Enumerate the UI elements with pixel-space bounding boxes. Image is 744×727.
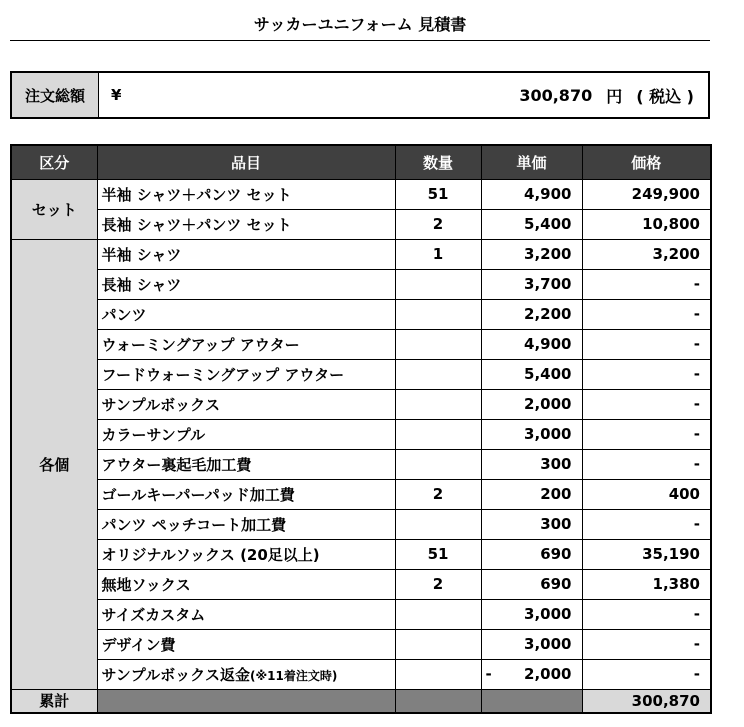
table-header-row bbox=[11, 145, 711, 179]
quantity-cell[interactable]: 2 bbox=[395, 569, 481, 599]
unit-price: 2,000 bbox=[524, 395, 572, 413]
minus-sign: - bbox=[485, 665, 492, 683]
unit-price: 5,400 bbox=[524, 365, 572, 383]
price-cell[interactable]: - bbox=[582, 509, 711, 539]
quantity-cell[interactable]: 1 bbox=[395, 239, 481, 269]
table-row bbox=[11, 209, 711, 239]
tax-note: ( 税込 ) bbox=[636, 86, 694, 106]
table-row bbox=[11, 629, 711, 659]
unit-price-cell[interactable] bbox=[481, 359, 582, 389]
table-row bbox=[11, 239, 711, 269]
item-name: カラーサンプル bbox=[101, 425, 206, 444]
header-quantity: 数量 bbox=[395, 145, 481, 179]
price-cell[interactable]: - bbox=[582, 299, 711, 329]
price-cell[interactable]: 10,800 bbox=[582, 209, 711, 239]
table-row bbox=[11, 569, 711, 599]
table-row bbox=[11, 539, 711, 569]
quantity-cell[interactable] bbox=[395, 269, 481, 299]
quantity-cell[interactable] bbox=[395, 419, 481, 449]
unit-price: 200 bbox=[540, 485, 572, 503]
table-row bbox=[11, 179, 711, 209]
table-row bbox=[11, 299, 711, 329]
price-cell[interactable]: 249,900 bbox=[582, 179, 711, 209]
yen-symbol: ¥ bbox=[111, 86, 122, 104]
quantity-cell[interactable]: 2 bbox=[395, 479, 481, 509]
unit-price-cell[interactable] bbox=[481, 389, 582, 419]
unit-price-cell[interactable] bbox=[481, 329, 582, 359]
quantity-cell[interactable] bbox=[395, 629, 481, 659]
price-cell[interactable]: - bbox=[582, 269, 711, 299]
price-cell[interactable]: - bbox=[582, 629, 711, 659]
unit-price-cell[interactable] bbox=[481, 269, 582, 299]
unit-price-cell[interactable] bbox=[481, 629, 582, 659]
item-name-cell[interactable] bbox=[97, 659, 395, 689]
unit-price-cell[interactable] bbox=[481, 479, 582, 509]
category-individual: 各個 bbox=[11, 239, 97, 689]
unit-price: 300 bbox=[540, 515, 572, 533]
unit-price-cell[interactable] bbox=[481, 299, 582, 329]
table-row bbox=[11, 479, 711, 509]
table-row bbox=[11, 419, 711, 449]
negative-value bbox=[482, 665, 572, 683]
price-cell[interactable]: - bbox=[582, 659, 711, 689]
item-name: パンツ bbox=[101, 305, 147, 324]
unit-price-cell[interactable] bbox=[481, 599, 582, 629]
item-name: 半袖 シャツ＋パンツ セット bbox=[101, 185, 292, 204]
unit-price: 4,900 bbox=[524, 185, 572, 203]
item-note: (※11着注文時) bbox=[250, 668, 338, 683]
price-cell[interactable]: - bbox=[582, 419, 711, 449]
unit-price: 3,000 bbox=[524, 635, 572, 653]
item-name: 無地ソックス bbox=[101, 575, 191, 594]
table-row bbox=[11, 329, 711, 359]
item-name-cell[interactable] bbox=[97, 599, 395, 629]
price-cell[interactable]: - bbox=[582, 389, 711, 419]
order-total-label: 注文総額 bbox=[12, 73, 99, 117]
quantity-cell[interactable] bbox=[395, 449, 481, 479]
item-name-cell[interactable] bbox=[97, 629, 395, 659]
item-name: 長袖 シャツ＋パンツ セット bbox=[101, 215, 292, 234]
price-cell[interactable]: 3,200 bbox=[582, 239, 711, 269]
quantity-cell[interactable] bbox=[395, 389, 481, 419]
unit-price: 2,000 bbox=[524, 665, 572, 683]
item-name-cell[interactable] bbox=[97, 209, 395, 239]
quantity-cell[interactable] bbox=[395, 659, 481, 689]
quantity-cell[interactable]: 2 bbox=[395, 209, 481, 239]
unit-price-cell[interactable] bbox=[481, 239, 582, 269]
unit-price: 3,000 bbox=[524, 605, 572, 623]
item-name-cell[interactable] bbox=[97, 389, 395, 419]
total-row-blank bbox=[97, 689, 395, 713]
page-title: サッカーユニフォーム 見積書 bbox=[253, 15, 467, 34]
item-name-cell[interactable] bbox=[97, 479, 395, 509]
unit-price: 3,200 bbox=[524, 245, 572, 263]
item-name: パンツ ペッチコート加工費 bbox=[101, 515, 287, 534]
title-divider bbox=[10, 40, 710, 41]
item-name-cell[interactable] bbox=[97, 419, 395, 449]
price-cell[interactable]: 1,380 bbox=[582, 569, 711, 599]
item-name: サンプルボックス返金 bbox=[101, 665, 251, 684]
item-name-cell[interactable] bbox=[97, 569, 395, 599]
item-name-cell[interactable] bbox=[97, 449, 395, 479]
price-cell[interactable]: 35,190 bbox=[582, 539, 711, 569]
category-set: セット bbox=[11, 179, 97, 239]
currency-unit: 円 bbox=[606, 86, 623, 106]
estimate-table bbox=[10, 144, 712, 714]
item-name-cell[interactable] bbox=[97, 269, 395, 299]
order-total-value bbox=[151, 73, 708, 117]
unit-price-cell[interactable] bbox=[481, 659, 582, 689]
quantity-cell[interactable] bbox=[395, 509, 481, 539]
order-total-amount: 300,870 bbox=[519, 85, 593, 105]
price-cell[interactable]: 400 bbox=[582, 479, 711, 509]
quantity-cell[interactable]: 51 bbox=[395, 179, 481, 209]
table-row bbox=[11, 449, 711, 479]
item-name: ゴールキーパーパッド加工費 bbox=[101, 485, 295, 504]
header-category: 区分 bbox=[11, 145, 97, 179]
item-name-cell[interactable] bbox=[97, 179, 395, 209]
item-name: デザイン費 bbox=[101, 635, 176, 654]
unit-price: 4,900 bbox=[524, 335, 572, 353]
order-total-box bbox=[10, 71, 710, 119]
unit-price: 690 bbox=[540, 575, 572, 593]
item-name-cell[interactable] bbox=[97, 359, 395, 389]
unit-price: 300 bbox=[540, 455, 572, 473]
item-name: アウター裏起毛加工費 bbox=[101, 455, 252, 474]
table-row bbox=[11, 269, 711, 299]
quantity-cell[interactable] bbox=[395, 599, 481, 629]
item-name: サイズカスタム bbox=[101, 605, 206, 624]
item-name: 長袖 シャツ bbox=[101, 275, 182, 294]
table-row bbox=[11, 389, 711, 419]
table-row bbox=[11, 509, 711, 539]
total-row-label: 累計 bbox=[11, 689, 97, 713]
item-name-cell[interactable] bbox=[97, 509, 395, 539]
item-name: フードウォーミングアップ アウター bbox=[101, 365, 345, 384]
unit-price-cell[interactable] bbox=[481, 449, 582, 479]
quantity-cell[interactable] bbox=[395, 359, 481, 389]
item-name-cell[interactable] bbox=[97, 239, 395, 269]
quantity-cell[interactable] bbox=[395, 329, 481, 359]
item-name: ウォーミングアップ アウター bbox=[101, 335, 300, 354]
price-cell[interactable]: - bbox=[582, 329, 711, 359]
header-unit-price: 単価 bbox=[481, 145, 582, 179]
unit-price: 690 bbox=[540, 545, 572, 563]
price-cell[interactable]: - bbox=[582, 599, 711, 629]
item-name-cell[interactable] bbox=[97, 329, 395, 359]
table-row bbox=[11, 659, 711, 689]
price-cell[interactable]: - bbox=[582, 449, 711, 479]
item-name: オリジナルソックス (20足以上) bbox=[101, 545, 320, 564]
unit-price-cell[interactable] bbox=[481, 569, 582, 599]
unit-price-cell[interactable] bbox=[481, 179, 582, 209]
quantity-cell[interactable] bbox=[395, 299, 481, 329]
unit-price-cell[interactable] bbox=[481, 209, 582, 239]
item-name: サンプルボックス bbox=[101, 395, 221, 414]
header-price: 価格 bbox=[582, 145, 711, 179]
quantity-cell[interactable]: 51 bbox=[395, 539, 481, 569]
total-row-blank bbox=[395, 689, 481, 713]
table-row bbox=[11, 599, 711, 629]
unit-price-cell[interactable] bbox=[481, 539, 582, 569]
header-item: 品目 bbox=[97, 145, 395, 179]
item-name-cell[interactable] bbox=[97, 539, 395, 569]
unit-price: 3,000 bbox=[524, 425, 572, 443]
unit-price-cell[interactable] bbox=[481, 419, 582, 449]
table-row bbox=[11, 359, 711, 389]
item-name-cell[interactable] bbox=[97, 299, 395, 329]
item-name: 半袖 シャツ bbox=[101, 245, 182, 264]
total-row bbox=[11, 689, 711, 713]
unit-price: 5,400 bbox=[524, 215, 572, 233]
price-cell[interactable]: - bbox=[582, 359, 711, 389]
total-row-blank bbox=[481, 689, 582, 713]
unit-price: 3,700 bbox=[524, 275, 572, 293]
unit-price: 2,200 bbox=[524, 305, 572, 323]
unit-price-cell[interactable] bbox=[481, 509, 582, 539]
total-row-amount: 300,870 bbox=[582, 689, 711, 713]
